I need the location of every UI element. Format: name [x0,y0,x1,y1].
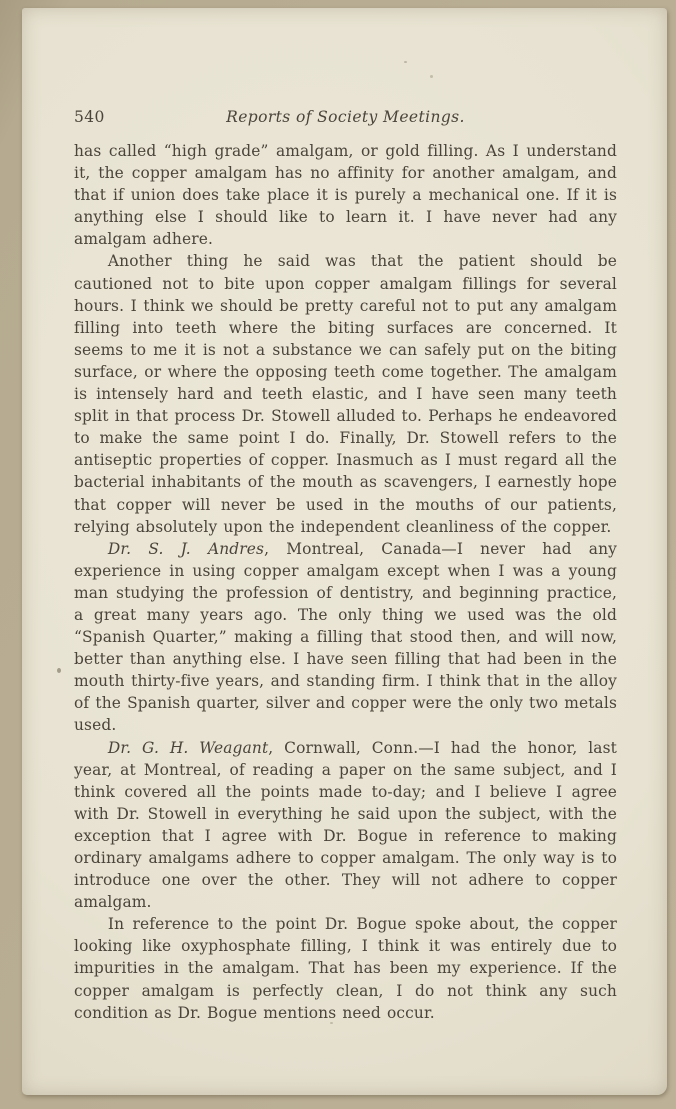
scan-speck [404,61,407,63]
running-head [74,106,617,140]
scan-speck [330,1022,333,1024]
scan-speck [57,668,61,673]
paragraph: In reference to the point Dr. Bogue spoke about, the copper looking like oxyphosphate filling, I think it was entirely due to impurities in the amalgam. That has been my experience. If the copper amalgam is perfectly clean, I do not think any such condition as Dr. Bogue mentions need occur. [74,915,617,1022]
scan-speck [430,75,433,78]
page-content [74,106,617,1024]
paragraph: Dr. G. H. Weagant, Cornwall, Conn.—I had the honor, last year, at Montreal, of reading a paper on the same subject, and I think covered all the points made to-day; and I believe I agree with Dr. Stowell in everything he said upon the subject, with the exception that I agree with Dr. Bogue in reference to making ordinary amalgams adhere to copper amalgam. The only way is to introduce one over the other. They will not adhere to copper amalgam. [74,738,617,912]
paragraph: Another thing he said was that the patient should be cautioned not to bite upon copper amalgam fillings for several hours. I think we should be pretty careful not to put any amalgam filling into teeth where the biting surfaces are concerned. It seems to me it is not a substance we can safely put on the biting surface, or where the opposing teeth come together. The amalgam is intensely hard and teeth elastic, and I have seen many teeth split in that process Dr. Stowell alluded to. Perhaps he endeavored to make the same point I do. Finally, Dr. Stowell refers to the antiseptic properties of copper. Inasmuch as I must regard all the bacterial inhabitants of the mouth as scavengers, I earnestly hope that copper will never be used in the mouths of our patients, relying absolutely upon the independent cleanliness of the copper. [74,252,617,536]
speaker-name: Dr. G. H. Weagant [107,738,269,757]
page-number: 540 [74,108,105,126]
book-page [22,8,667,1095]
running-title: Reports of Society Meetings. [226,108,465,126]
paragraph: Dr. S. J. Andres, Montreal, Canada—I never had any experience in using copper amalgam except when I was a young man studying the profession of dentistry, and beginning practice, a great many years ago. The only thing we used was the old “Spanish Quarter,” making a filling that stood then, and will now, better than anything else. I have seen filling that had been in the mouth thirty-five years, and standing firm. I think that in the alloy of the Spanish quarter, silver and copper were the only two metals used. [74,539,617,735]
paragraph: has called “high grade” amalgam, or gold filling. As I understand it, the copper amalgam has no affinity for another amalgam, and that if union does take place it is purely a mechanical one. If it is anything else I should like to learn it. I have never had any amalgam adhere. [74,142,617,249]
page-body [74,140,617,1024]
speaker-name: Dr. S. J. Andres [107,539,265,558]
